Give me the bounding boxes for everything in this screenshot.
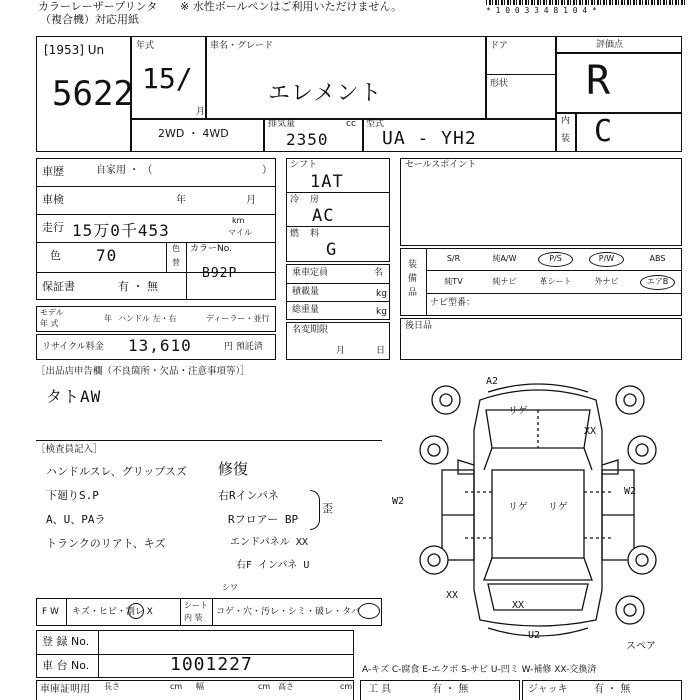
seat-items: コゲ・穴・汚レ・シミ・破レ・タバ — [216, 607, 360, 617]
year-label: 年式 — [136, 41, 155, 51]
fw-label: F W — [42, 607, 59, 617]
dealer-label: ディーラー・並行 — [206, 314, 270, 323]
deregister-day: 日 — [376, 346, 386, 356]
capacity-unit: 名 — [374, 268, 384, 278]
load-unit: kg — [376, 289, 387, 299]
note-right-4: エンドパネル XX — [230, 537, 308, 548]
load-label: 積載量 — [292, 287, 320, 297]
history-options: 自家用 ・ （ — [96, 165, 153, 176]
shift-label: シフト — [290, 160, 318, 170]
displacement-unit: cc — [346, 119, 356, 129]
sales-point-box — [400, 158, 682, 246]
damage-legend: A-キズ C-腐食 E-エクボ S-サビ U-凹ミ W-補修 XX-交換済 — [362, 665, 597, 675]
mark-a2: A2 — [486, 376, 499, 387]
barcode — [486, 0, 686, 5]
history-label: 車歴 — [42, 165, 64, 178]
mark-xx-rear-left: XX — [446, 590, 459, 601]
equipment-item: S/R — [446, 254, 461, 263]
shift-value: 1AT — [310, 172, 344, 192]
equipment-item: 純TV — [444, 277, 463, 286]
model-change-label-2: 年 式 — [40, 319, 59, 328]
gross-unit: kg — [376, 307, 387, 317]
interior-label-2: 装 — [561, 134, 571, 144]
garage-label: 車庫証明用 — [40, 684, 90, 695]
model-change-year: 年 — [104, 314, 112, 323]
inspection-month: 月 — [246, 195, 256, 206]
capacity-label: 乗車定員 — [292, 268, 329, 278]
inspection-label: 車検 — [42, 193, 64, 206]
mark-w2-right: W2 — [624, 486, 637, 497]
warranty-options: 有 ・ 無 — [118, 280, 158, 293]
color-no-label: カラーNo. — [190, 244, 232, 254]
fuel-label-2: 料 — [310, 229, 320, 239]
printer-note: カラーレーザープリンタ — [38, 0, 158, 13]
note-left-1: ハンドルスレ、グリップスズ — [46, 465, 187, 478]
warranty-label: 保証書 — [42, 280, 75, 293]
model-label: 型式 — [366, 119, 385, 129]
seat-label-2: 内 装 — [184, 613, 203, 622]
mark-roof-dent-2: リゲ — [548, 502, 568, 513]
displacement-label: 排気量 — [268, 119, 296, 129]
color-value: 70 — [96, 246, 118, 265]
note-bracket-label: 歪 — [322, 502, 333, 515]
equipment-item: P/W — [598, 254, 615, 263]
history-close: ） — [262, 165, 272, 176]
jack-label: ジャッキ — [528, 684, 568, 695]
mileage-unit-km: km — [232, 216, 245, 225]
equipment-item: 外ナビ — [594, 277, 619, 286]
shape-label: 形状 — [490, 79, 509, 89]
color-change-1: 色 — [172, 244, 180, 253]
mark-w2-left: W2 — [392, 496, 405, 507]
grade-score: R — [586, 58, 611, 104]
spare-label: スペア — [626, 641, 656, 652]
tools-options: 有 ・ 無 — [432, 684, 469, 695]
model-change-label-1: モデル — [40, 308, 64, 317]
note-left-3: A、U、PAラ — [46, 513, 106, 526]
ac-value: AC — [312, 206, 335, 226]
note-left-2: 下廻りS.P — [46, 489, 99, 502]
printer-note-2: （複合機）対応用紙 — [40, 13, 139, 26]
dealer-report-value: タトAW — [46, 387, 102, 406]
car-diagram — [388, 370, 688, 650]
displacement-value: 2350 — [286, 130, 329, 149]
equipment-label: 装備品 — [408, 260, 418, 298]
model-value: UA - YH2 — [382, 128, 477, 149]
mark-xx-front: XX — [584, 426, 597, 437]
door-label: ドア — [490, 41, 508, 51]
navi-label: ナビ型番： — [430, 298, 476, 308]
recycle-value: 13,610 — [128, 336, 192, 355]
recycle-label: リサイクル料金 — [42, 342, 104, 352]
lot-code: [1953] Un — [44, 43, 105, 57]
dim-width: 幅 — [196, 682, 204, 691]
note-right-2: 右Rインパネ — [218, 489, 279, 502]
color-label: 色 — [50, 249, 61, 262]
note-right-3: Rフロアー BP — [228, 513, 299, 526]
mark-front-dent: リゲ — [508, 406, 528, 417]
dim-height: 高さ — [278, 682, 294, 691]
equipment-item: エアB — [646, 277, 669, 286]
equipment-circle-mark — [538, 252, 573, 267]
chassis-label: 車 台 No. — [42, 659, 90, 672]
equipment-item: P/S — [549, 254, 562, 263]
later-items-label: 後日品 — [405, 321, 433, 331]
dealer-report-label: ［出品店申告欄（不良箇所・欠品・注意事項等）］ — [36, 366, 250, 377]
name-label: 車名・グレード — [210, 41, 274, 51]
grade-label: 評価点 — [596, 40, 624, 50]
later-items-box — [400, 318, 682, 360]
deregister-month: 月 — [336, 346, 346, 356]
fw-items: キズ・ヒビ・割レ X — [72, 607, 153, 617]
equipment-circle-mark — [589, 252, 624, 267]
pen-notice: ※ 水性ボールペンはご利用いただけません。 — [180, 0, 403, 13]
jack-options: 有 ・ 無 — [594, 684, 631, 695]
note-bracket — [310, 490, 320, 530]
note-right-1: 修復 — [218, 460, 249, 478]
note-left-4: トランクのリアト、キズ — [46, 537, 166, 550]
recycle-unit: 円 預託済 — [224, 342, 263, 352]
dim-length: 長さ — [104, 682, 120, 691]
ac-label-2: 房 — [310, 195, 320, 205]
lot-number: 5622 — [52, 74, 134, 114]
interior-label-1: 内 — [561, 116, 571, 126]
deregister-label: 名変期限 — [292, 325, 329, 335]
equipment-item: 革シート — [539, 277, 572, 286]
handle-label: ハンドル 左・右 — [118, 314, 177, 323]
equipment-circle-mark — [640, 275, 675, 290]
ac-label-1: 冷 — [290, 195, 300, 205]
reg-no-label: 登 録 No. — [42, 635, 90, 648]
mark-u2: U2 — [528, 630, 541, 641]
mark-roof-dent: リゲ — [508, 502, 528, 513]
month-label: 月 — [196, 107, 206, 117]
interior-score: C — [594, 114, 613, 149]
mark-xx-rear: XX — [512, 600, 525, 611]
note-right-5: 右F インパネ U — [236, 560, 310, 571]
gross-label: 総重量 — [292, 305, 320, 315]
color-change-2: 替 — [172, 258, 180, 267]
fuel-label-1: 燃 — [290, 229, 300, 239]
dim-cm-3: cm — [340, 682, 353, 691]
name-value: エレメント — [268, 81, 383, 106]
dim-cm-2: cm — [258, 682, 271, 691]
inspection-year: 年 — [176, 195, 186, 206]
mark-above-seat: シワ — [222, 583, 238, 592]
equipment-item: 純A/W — [492, 254, 517, 263]
mileage-value: 15万0千453 — [72, 221, 170, 240]
seat-label-1: シート — [184, 601, 208, 610]
drive-label: 2WD ・ 4WD — [158, 127, 229, 140]
mileage-label: 走行 — [42, 221, 64, 234]
tools-label: 工 具 — [368, 684, 392, 695]
mileage-unit-mile: マイル — [228, 228, 252, 237]
equipment-item: ABS — [649, 254, 666, 263]
year-value: 15/ — [142, 62, 193, 95]
sales-point-label: セールスポイント — [405, 160, 477, 170]
serial-number: * 1 0 0 3 3 4 8 1 0 4 * — [486, 6, 597, 15]
inspector-label: ［検査員記入］ — [36, 444, 103, 455]
chassis-value: 1001227 — [170, 654, 253, 675]
color-no-value: B92P — [202, 266, 238, 281]
equipment-item: 純ナビ — [492, 277, 517, 286]
dim-cm-1: cm — [170, 682, 183, 691]
fuel-value: G — [326, 240, 338, 260]
